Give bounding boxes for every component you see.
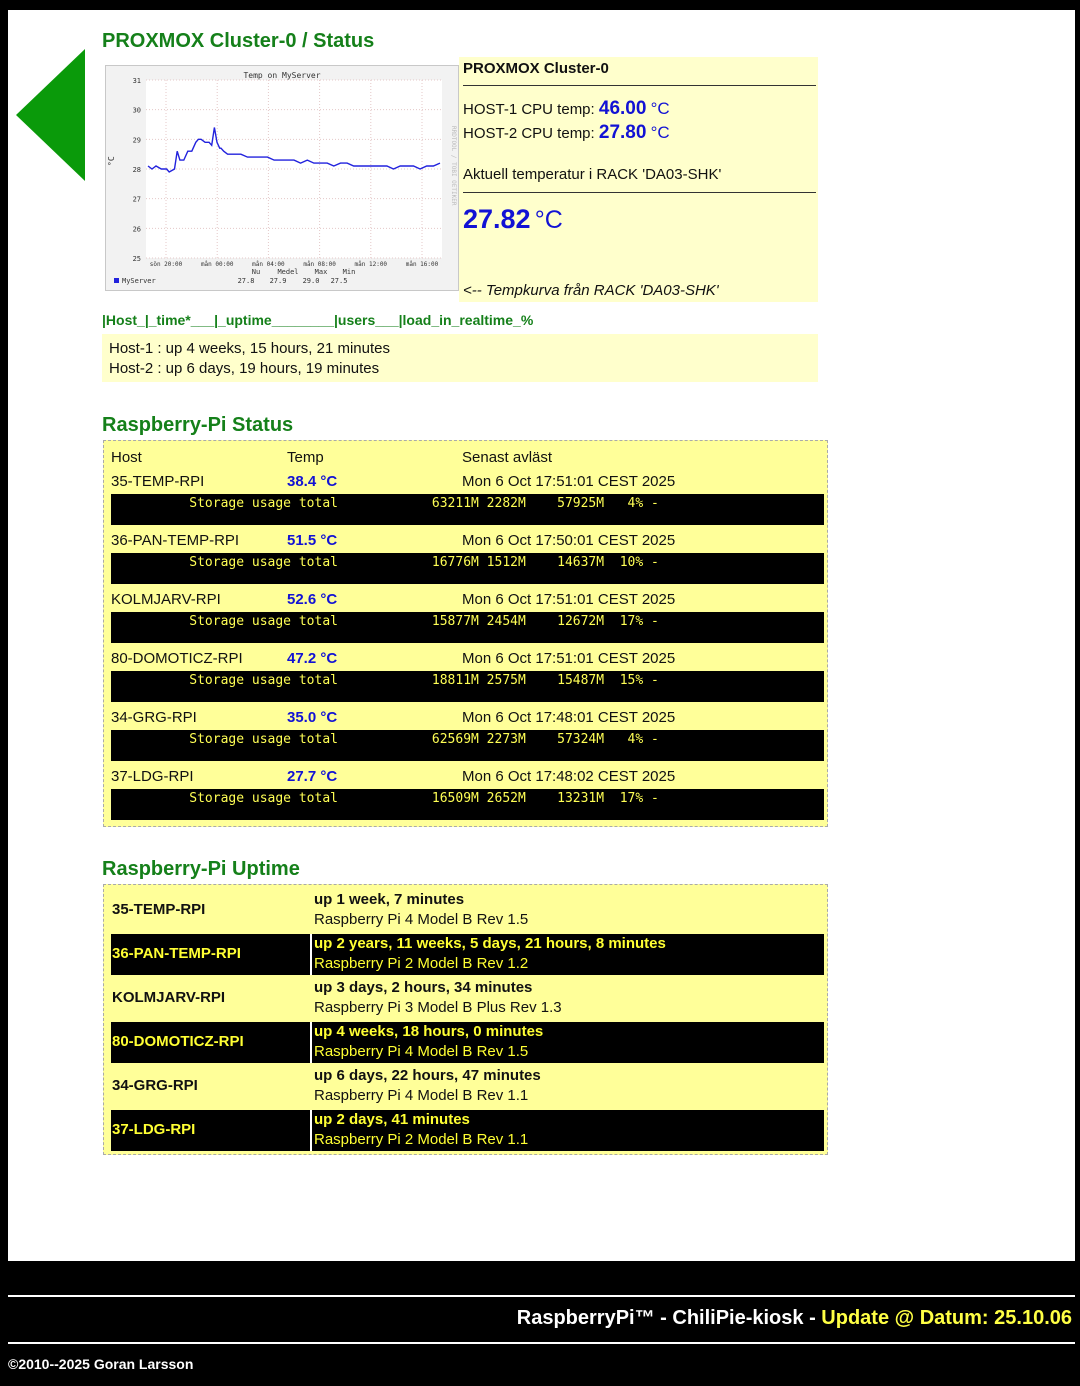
table-row-host: 34-GRG-RPI	[111, 709, 197, 726]
chart-stat-header: Nu	[251, 268, 261, 276]
cluster-info-panel	[459, 57, 818, 302]
table-row-read: Mon 6 Oct 17:51:01 CEST 2025	[462, 650, 676, 667]
chart-x-tick-label: mån 12:00	[354, 261, 388, 268]
table-row-host: 80-DOMOTICZ-RPI	[111, 650, 243, 667]
rpi-status-table	[103, 440, 828, 827]
table-row-temp: 51.5 °C	[287, 532, 338, 549]
chart-stat-header: Min	[342, 268, 356, 276]
uptime-model: Raspberry Pi 4 Model B Rev 1.1	[314, 1087, 529, 1104]
host2-unit: °C	[650, 123, 670, 142]
divider	[310, 934, 312, 975]
col-header-temp: Temp	[287, 449, 324, 466]
uptime-host: 80-DOMOTICZ-RPI	[112, 1033, 244, 1050]
host1-uptime: Host-1 : up 4 weeks, 15 hours, 21 minutes	[109, 340, 390, 357]
chart-x-tick-label: mån 16:00	[405, 261, 439, 268]
rack-caption: <-- Tempkurva från RACK 'DA03-SHK'	[463, 282, 719, 299]
chart-y-tick-label: 26	[132, 225, 141, 234]
divider	[310, 1022, 312, 1063]
chart-stat-value: 29.0	[302, 277, 320, 285]
table-row-temp: 27.7 °C	[287, 768, 338, 785]
chart-stats	[238, 268, 356, 285]
divider	[310, 1110, 312, 1151]
host2-uptime: Host-2 : up 6 days, 19 hours, 19 minutes	[109, 360, 380, 377]
table-row-host: 37-LDG-RPI	[111, 768, 194, 785]
storage-bar: Storage usage total 16509M 2652M 13231M 17% -	[111, 789, 824, 820]
host1-label: HOST-1 CPU temp:	[463, 101, 595, 118]
uptime-model: Raspberry Pi 3 Model B Plus Rev 1.3	[314, 999, 562, 1016]
uptime-host: 36-PAN-TEMP-RPI	[112, 945, 241, 962]
storage-bar: Storage usage total 15877M 2454M 12672M 17% -	[111, 612, 824, 643]
uptime-row	[111, 978, 824, 1019]
divider	[463, 192, 816, 193]
chart-stat-header: Max	[314, 268, 328, 276]
chart-y-tick-label: 25	[132, 255, 141, 263]
footer-update-date: Update @ Datum: 25.10.06	[821, 1307, 1072, 1329]
host2-value: 27.80	[598, 122, 647, 143]
footer-divider	[8, 1295, 1075, 1297]
chart-ylabel: °C	[107, 156, 116, 166]
table-row-read: Mon 6 Oct 17:50:01 CEST 2025	[462, 532, 676, 549]
table-row-temp: 35.0 °C	[287, 709, 338, 726]
chart-watermark: RRDTOOL / TOBI OETIKER	[450, 126, 457, 206]
host1-value: 46.00	[598, 98, 647, 119]
host-uptime-panel	[102, 334, 818, 382]
chart-legend-swatch	[114, 278, 119, 283]
uptime-host: 34-GRG-RPI	[112, 1077, 198, 1094]
chart-x-tick-label: mån 04:00	[252, 261, 285, 268]
rack-temp	[463, 204, 563, 235]
uptime-host: KOLMJARV-RPI	[112, 989, 226, 1006]
col-header-host: Host	[111, 449, 142, 466]
uptime-model: Raspberry Pi 2 Model B Rev 1.1	[314, 1131, 529, 1148]
chart-stat-header: Medel	[277, 268, 299, 276]
chart-y-tick-label: 31	[132, 77, 141, 85]
uptime-model: Raspberry Pi 4 Model B Rev 1.5	[314, 1043, 529, 1060]
uptime-value: up 6 days, 22 hours, 47 minutes	[314, 1067, 541, 1084]
uptime-value: up 2 days, 41 minutes	[314, 1111, 470, 1128]
uptime-column-header: |Host_|_time*___|_uptime________|users___|load_in_realtime_%	[102, 312, 534, 328]
uptime-value: up 3 days, 2 hours, 34 minutes	[314, 979, 533, 996]
uptime-value: up 2 years, 11 weeks, 5 days, 21 hours, 8 minutes	[314, 935, 666, 952]
uptime-host: 37-LDG-RPI	[112, 1121, 196, 1138]
chart-x-tick-label: sön 20:00	[149, 261, 183, 268]
rpi-status-title: Raspberry-Pi Status	[102, 414, 294, 436]
uptime-row	[111, 1066, 824, 1107]
rack-value: 27.82	[463, 204, 531, 234]
footer-brand: RaspberryPi™ - ChiliPie-kiosk -	[516, 1307, 822, 1329]
table-row-read: Mon 6 Oct 17:48:02 CEST 2025	[462, 768, 676, 785]
storage-bar: Storage usage total 18811M 2575M 15487M 15% -	[111, 671, 824, 702]
uptime-row	[111, 934, 824, 975]
table-row-read: Mon 6 Oct 17:51:01 CEST 2025	[462, 473, 676, 490]
uptime-row	[111, 1022, 824, 1063]
rack-label: Aktuell temperatur i RACK 'DA03-SHK'	[463, 166, 722, 183]
chart-x-ticks	[150, 261, 439, 268]
uptime-model: Raspberry Pi 2 Model B Rev 1.2	[314, 955, 529, 972]
table-row-host: KOLMJARV-RPI	[111, 591, 221, 608]
chart-x-tick-label: mån 00:00	[200, 261, 234, 268]
chart-y-tick-label: 28	[132, 166, 141, 174]
chart-legend-label: MyServer	[122, 277, 156, 285]
divider	[463, 85, 816, 86]
chart-x-tick-label: mån 08:00	[303, 261, 336, 268]
table-row-temp: 38.4 °C	[287, 473, 338, 490]
host1-temp	[463, 98, 670, 120]
chart-y-ticks	[133, 77, 141, 263]
proxmox-title: PROXMOX Cluster-0 / Status	[102, 30, 375, 52]
uptime-value: up 1 week, 7 minutes	[314, 891, 465, 908]
host1-unit: °C	[650, 99, 670, 118]
chart-title: Temp on MyServer	[243, 71, 321, 80]
chart-stat-value: 27.5	[330, 277, 348, 285]
uptime-host: 35-TEMP-RPI	[112, 901, 206, 918]
uptime-row	[111, 1110, 824, 1151]
storage-bar: Storage usage total 62569M 2273M 57324M 4% -	[111, 730, 824, 761]
temp-chart	[105, 65, 459, 291]
storage-bar: Storage usage total 63211M 2282M 57925M 4% -	[111, 494, 824, 525]
chart-y-tick-label: 27	[132, 195, 141, 204]
chart-y-tick-label: 30	[132, 106, 141, 115]
rack-unit: °C	[534, 206, 563, 234]
host2-temp	[463, 122, 670, 144]
cluster-name: PROXMOX Cluster-0	[463, 60, 609, 77]
table-row-read: Mon 6 Oct 17:51:01 CEST 2025	[462, 591, 676, 608]
uptime-row	[111, 890, 824, 931]
table-row-temp: 47.2 °C	[287, 650, 338, 667]
chart-y-tick-label: 29	[132, 136, 141, 145]
uptime-model: Raspberry Pi 4 Model B Rev 1.5	[314, 911, 529, 928]
table-row-temp: 52.6 °C	[287, 591, 338, 608]
table-row-read: Mon 6 Oct 17:48:01 CEST 2025	[462, 709, 676, 726]
temp-chart-svg	[106, 66, 458, 290]
host2-label: HOST-2 CPU temp:	[463, 125, 595, 142]
chart-stat-value: 27.8	[237, 277, 255, 285]
rpi-uptime-title: Raspberry-Pi Uptime	[102, 858, 300, 880]
chart-stat-value: 27.9	[269, 277, 287, 285]
uptime-value: up 4 weeks, 18 hours, 0 minutes	[314, 1023, 544, 1040]
table-row-host: 35-TEMP-RPI	[111, 473, 205, 490]
col-header-read: Senast avläst	[462, 449, 553, 466]
copyright: ©2010--2025 Goran Larsson	[8, 1356, 194, 1372]
footer-divider	[8, 1342, 1075, 1344]
footer-banner	[517, 1307, 1072, 1330]
storage-bar: Storage usage total 16776M 1512M 14637M 10% -	[111, 553, 824, 584]
rpi-uptime-table	[103, 884, 828, 1155]
table-row-host: 36-PAN-TEMP-RPI	[111, 532, 240, 549]
back-arrow-icon[interactable]	[16, 49, 85, 181]
